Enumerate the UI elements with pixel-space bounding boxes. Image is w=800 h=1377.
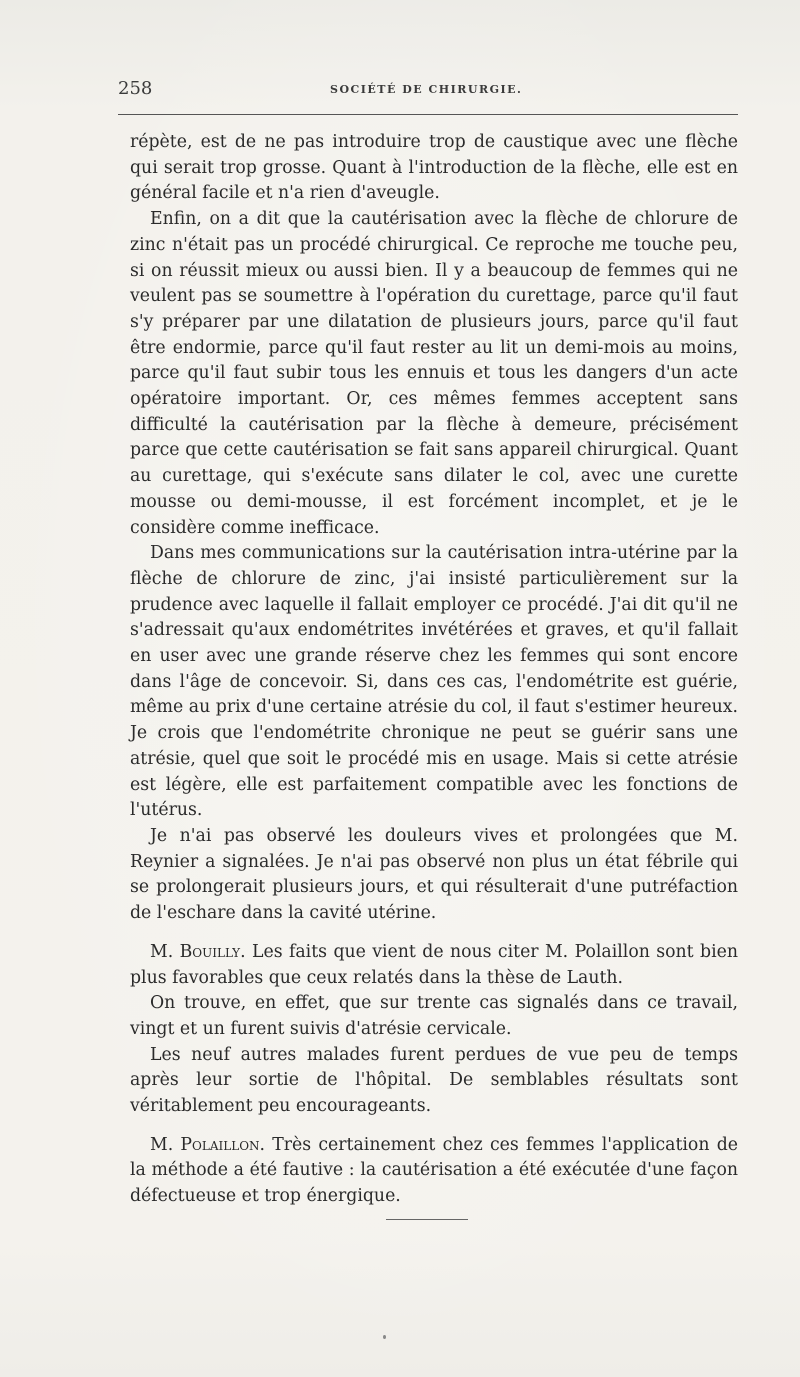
paragraph-continuation: répète, est de ne pas introduire trop de caustique avec une flèche qui serait trop grosse. Quant à l'introduction de la flèche, elle est en général facile et n'a rien d'aveugle.	[130, 132, 738, 204]
speech-bouilly	[130, 940, 738, 991]
end-of-section-rule	[386, 1219, 468, 1220]
paragraph: Les neuf autres malades furent perdues de vue peu de temps après leur sortie de l'hôpital. De semblables résultats sont véritablement peu encourageants.	[130, 1044, 738, 1117]
paragraph: On trouve, en effet, que sur trente cas signalés dans ce travail, vingt et un furent suivis d'atrésie cervicale.	[130, 993, 738, 1039]
paragraph: Je n'ai pas observé les douleurs vives et prolongées que M. Reynier a signalées. Je n'ai pas observé non plus un état fébrile qui se prolongerait plusieurs jours, et qui résulterait d'une putréfaction de l'eschare dans la cavité utérine.	[130, 825, 738, 924]
paragraph: Dans mes communications sur la cautérisation intra-utérine par la flèche de chlorure de zinc, j'ai insisté particulièrement sur la prudence avec laquelle il fallait employer ce procédé. J'ai dit qu'il ne s'adressait qu'aux endométrites invétérées et graves, et qu'il fallait en user avec une grande réserve chez les femmes qui sont encore dans l'âge de concevoir. Si, dans ces cas, l'endométrite est guérie, même au prix d'une certaine atrésie du col, il faut s'estimer heureux. Je crois que l'endométrite chronique ne peut se guérir sans une atrésie, quel que soit le procédé mis en usage. Mais si cette atrésie est légère, elle est parfaitement compatible avec les fonctions de l'utérus.	[130, 543, 738, 821]
speech-text: Les faits que vient de nous citer M. Polaillon sont bien plus favorables que ceux relatés dans la thèse de Lauth.	[130, 941, 738, 988]
speaker-name: M. Bouilly.	[150, 941, 246, 962]
speech-polaillon	[130, 1133, 738, 1210]
page-header	[118, 78, 738, 108]
page-number: 258	[118, 78, 153, 99]
header-rule	[118, 114, 738, 115]
running-head: SOCIÉTÉ DE CHIRURGIE.	[330, 83, 523, 96]
paper-speck	[383, 1335, 386, 1339]
speech-text: Très certainement chez ces femmes l'application de la méthode a été fautive : la cautérisation a été exécutée d'une façon défectueuse et trop énergique.	[130, 1134, 738, 1207]
body-text	[130, 130, 738, 1210]
paragraph: Enfin, on a dit que la cautérisation avec la flèche de chlorure de zinc n'était pas un procédé chirurgical. Ce reproche me touche peu, si on réussit mieux ou aussi bien. Il y a beaucoup de femmes qui ne veulent pas se soumettre à l'opération du curettage, parce qu'il faut s'y préparer par une dilatation de plusieurs jours, parce qu'il faut être endormie, parce qu'il faut rester au lit un demi-mois au moins, parce qu'il faut subir tous les ennuis et tous les dangers d'un acte opératoire important. Or, ces mêmes femmes acceptent sans difficulté la cautérisation par la flèche à demeure, précisément parce que cette cautérisation se fait sans appareil chirurgical. Quant au curettage, qui s'exécute sans dilater le col, avec une curette mousse ou demi-mousse, il est forcément incomplet, et je le considère comme inefficace.	[130, 209, 738, 538]
speaker-name: M. Polaillon.	[150, 1134, 266, 1155]
